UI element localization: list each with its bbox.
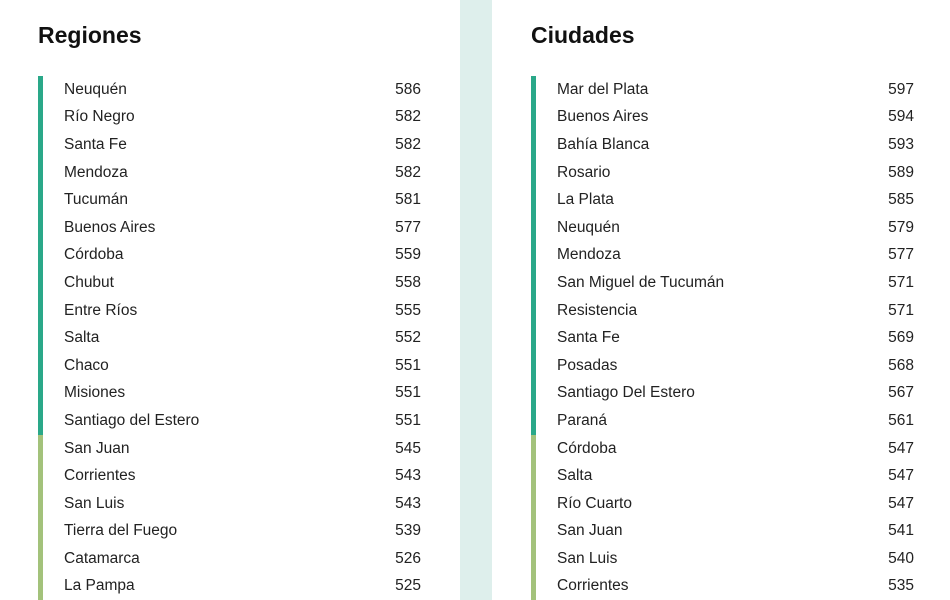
ciudades-row-name: Córdoba — [557, 439, 617, 457]
regiones-row-score: 582 — [395, 163, 421, 181]
regiones-title: Regiones — [38, 22, 142, 48]
ciudades-row-name: Rosario — [557, 163, 611, 181]
column-divider — [460, 0, 492, 600]
regiones-row-name: Río Negro — [64, 108, 135, 126]
ciudades-row — [531, 518, 914, 546]
regiones-row — [38, 76, 421, 104]
ciudades-row-score: 571 — [888, 301, 914, 319]
regiones-row-score: 551 — [395, 356, 421, 374]
regiones-row-score: 582 — [395, 135, 421, 153]
ciudades-row-name: Santiago Del Estero — [557, 384, 695, 402]
regiones-row-score: 539 — [395, 522, 421, 540]
regiones-row-name: San Juan — [64, 439, 130, 457]
ciudades-row-name: La Plata — [557, 191, 614, 209]
ciudades-row-score: 568 — [888, 356, 914, 374]
ciudades-row-name: Paraná — [557, 411, 607, 429]
ciudades-row-score: 535 — [888, 577, 914, 595]
regiones-row — [38, 573, 421, 600]
regiones-row-score: 586 — [395, 80, 421, 98]
regiones-row-score: 551 — [395, 384, 421, 402]
ciudades-row — [531, 76, 914, 104]
ciudades-row-score: 540 — [888, 549, 914, 567]
ciudades-row — [531, 214, 914, 242]
regiones-row-score: 582 — [395, 108, 421, 126]
regiones-row-name: Mendoza — [64, 163, 128, 181]
ciudades-row-score: 589 — [888, 163, 914, 181]
ciudades-row-score: 547 — [888, 467, 914, 485]
regiones-row-name: Buenos Aires — [64, 218, 156, 236]
ciudades-row-score: 547 — [888, 439, 914, 457]
regiones-row-name: Catamarca — [64, 549, 140, 567]
regiones-row-name: Tierra del Fuego — [64, 522, 178, 540]
regiones-row-name: Entre Ríos — [64, 301, 138, 319]
ciudades-row-score: 547 — [888, 494, 914, 512]
regiones-row-score: 545 — [395, 439, 421, 457]
regiones-row — [38, 490, 421, 518]
regiones-row — [38, 186, 421, 214]
regiones-row-score: 577 — [395, 218, 421, 236]
ciudades-row-score: 594 — [888, 108, 914, 126]
ciudades-row-score: 597 — [888, 80, 914, 98]
regiones-row — [38, 380, 421, 408]
regiones-row-name: La Pampa — [64, 577, 135, 595]
ciudades-row — [531, 297, 914, 325]
regiones-row — [38, 297, 421, 325]
regiones-list — [38, 76, 421, 600]
ciudades-row-name: Resistencia — [557, 301, 638, 319]
regiones-row-name: Chubut — [64, 273, 114, 291]
ciudades-row — [531, 352, 914, 380]
regiones-row — [38, 242, 421, 270]
regiones-row-score: 526 — [395, 549, 421, 567]
regiones-row — [38, 462, 421, 490]
ciudades-row-name: Buenos Aires — [557, 108, 649, 126]
regiones-row-name: San Luis — [64, 494, 125, 512]
regiones-row-score: 551 — [395, 411, 421, 429]
regiones-row — [38, 324, 421, 352]
regiones-row-name: Santa Fe — [64, 135, 127, 153]
ciudades-row-score: 593 — [888, 135, 914, 153]
ciudades-list — [531, 76, 914, 600]
ciudades-row — [531, 490, 914, 518]
ciudades-title: Ciudades — [531, 22, 635, 48]
ciudades-row — [531, 186, 914, 214]
regiones-row — [38, 407, 421, 435]
ciudades-row-name: Salta — [557, 467, 593, 485]
ciudades-row-name: San Miguel de Tucumán — [557, 273, 725, 291]
ciudades-row-name: Bahía Blanca — [557, 135, 650, 153]
regiones-row-name: Santiago del Estero — [64, 411, 200, 429]
ciudades-row-score: 567 — [888, 384, 914, 402]
regiones-row-score: 559 — [395, 246, 421, 264]
ciudades-row — [531, 545, 914, 573]
ciudades-row-score: 541 — [888, 522, 914, 540]
regiones-row-name: Misiones — [64, 384, 126, 402]
regiones-row-name: Córdoba — [64, 246, 124, 264]
ciudades-row — [531, 104, 914, 132]
ciudades-panel — [492, 0, 950, 600]
regiones-row-name: Corrientes — [64, 467, 136, 485]
ciudades-row — [531, 131, 914, 159]
regiones-row-name: Salta — [64, 329, 100, 347]
regiones-row — [38, 214, 421, 242]
ciudades-row-name: Río Cuarto — [557, 494, 632, 512]
regiones-row — [38, 159, 421, 187]
ciudades-row-score: 569 — [888, 329, 914, 347]
regiones-row — [38, 131, 421, 159]
ciudades-row-score: 585 — [888, 191, 914, 209]
ciudades-row — [531, 407, 914, 435]
ciudades-row — [531, 324, 914, 352]
ciudades-row — [531, 380, 914, 408]
ciudades-row — [531, 242, 914, 270]
regiones-row-score: 555 — [395, 301, 421, 319]
regiones-row — [38, 104, 421, 132]
ciudades-row — [531, 573, 914, 600]
ciudades-row — [531, 462, 914, 490]
ciudades-row-score: 561 — [888, 411, 914, 429]
regiones-row-score: 552 — [395, 329, 421, 347]
ciudades-row-name: San Luis — [557, 549, 618, 567]
ciudades-row — [531, 159, 914, 187]
ciudades-row-score: 571 — [888, 273, 914, 291]
ciudades-row-name: Posadas — [557, 356, 618, 374]
regiones-row-score: 558 — [395, 273, 421, 291]
ciudades-row-name: Corrientes — [557, 577, 629, 595]
regiones-row-name: Chaco — [64, 356, 109, 374]
ciudades-row-name: Santa Fe — [557, 329, 620, 347]
regiones-row — [38, 352, 421, 380]
regiones-row — [38, 269, 421, 297]
ciudades-row-name: Neuquén — [557, 218, 620, 236]
ciudades-row — [531, 269, 914, 297]
ciudades-row-score: 579 — [888, 218, 914, 236]
ciudades-row-score: 577 — [888, 246, 914, 264]
regiones-row-score: 525 — [395, 577, 421, 595]
regiones-row — [38, 545, 421, 573]
regiones-row-name: Neuquén — [64, 80, 127, 98]
regiones-row — [38, 435, 421, 463]
ciudades-row-name: Mar del Plata — [557, 80, 649, 98]
regiones-row-score: 543 — [395, 467, 421, 485]
regiones-row-score: 543 — [395, 494, 421, 512]
regiones-panel — [0, 0, 460, 600]
ciudades-row-name: San Juan — [557, 522, 623, 540]
ciudades-row — [531, 435, 914, 463]
regiones-row-score: 581 — [395, 191, 421, 209]
regiones-row — [38, 518, 421, 546]
regiones-row-name: Tucumán — [64, 191, 129, 209]
ciudades-row-name: Mendoza — [557, 246, 621, 264]
